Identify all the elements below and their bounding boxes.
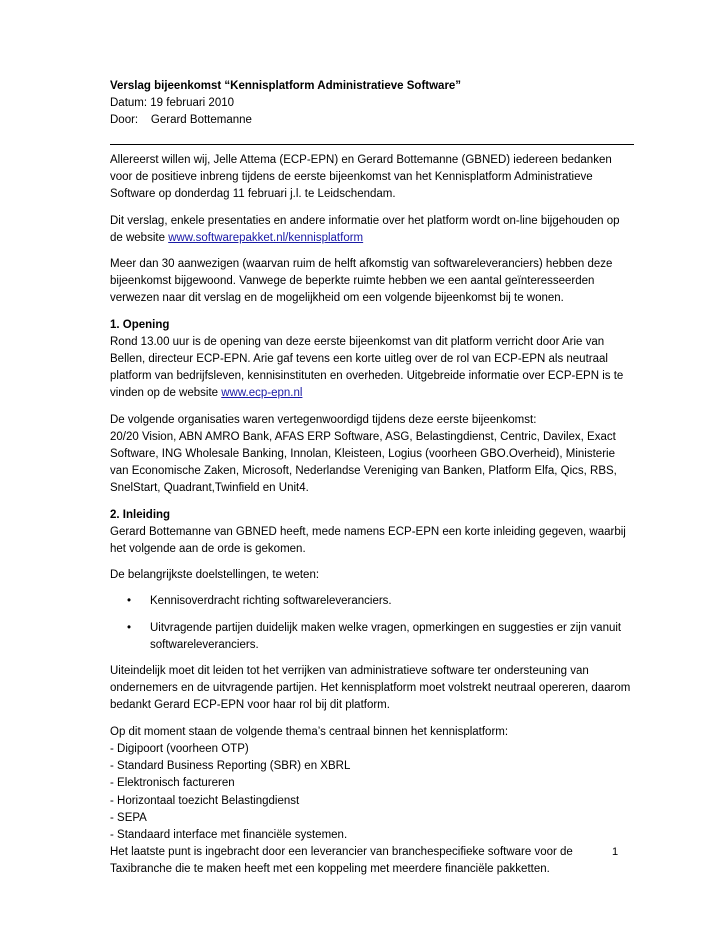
website-paragraph [110, 213, 634, 247]
document-title: Verslag bijeenkomst “Kennisplatform Administratieve Software” [110, 80, 462, 92]
section-inleiding-text: Gerard Bottemanne van GBNED heeft, mede namens ECP-EPN een korte inleiding gegeven, waarbij het volgende aan de orde is gekomen. [110, 525, 626, 556]
author-name: Gerard Bottemanne [150, 114, 252, 127]
header-divider [110, 144, 634, 145]
theme-item: - Elektronisch factureren [110, 777, 235, 790]
website-text: Dit verslag, enkele presentaties en andere informatie over het platform wordt on-line bijgehouden op de website [110, 214, 620, 244]
section-inleiding [110, 507, 634, 559]
conclusion-paragraph: Uiteindelijk moet dit leiden tot het verrijken van administratieve software ter ondersteuning van ondernemers en de uitvragende partijen. Het kennisplatform moet volstrekt neutraal opereren, daarom bedankt Gerard ECP-EPN voor haar rol bij dit platform. [110, 665, 631, 712]
document-date: Datum: 19 februari 2010 [110, 97, 235, 110]
section-opening-heading: 1. Opening [110, 318, 170, 331]
section-opening-text: Rond 13.00 uur is de opening van deze eerste bijeenkomst van dit platform verricht door Arie van Bellen, directeur ECP-EPN. Arie gaf tevens een korte uitleg over de rol van ECP-EPN als neutraal platform van bedrijfsleven, kennisinstituten en overheden. Uitgebreide informatie over ECP-EPN is te vinden op de website [110, 335, 624, 400]
theme-item: - Standard Business Reporting (SBR) en XBRL [110, 760, 351, 773]
theme-item: - SEPA [110, 811, 147, 824]
bullet-icon: • [127, 595, 132, 608]
bullet-icon: • [127, 621, 132, 634]
author-label: Door: [110, 114, 139, 127]
theme-item: - Digipoort (voorheen OTP) [110, 742, 249, 755]
goals-intro: De belangrijkste doelstellingen, te weten: [110, 569, 320, 582]
section-inleiding-heading: 2. Inleiding [110, 508, 171, 521]
intro-paragraph: Allereerst willen wij, Jelle Attema (ECP-EPN) en Gerard Bottemanne (GBNED) iedereen bedanken voor de positieve inbreng tijdens de eerste bijeenkomst van het Kennisplatform Administratieve Software op donderdag 11 februari j.l. te Leidschendam. [110, 154, 612, 201]
themes-intro: Op dit moment staan de volgende thema’s centraal binnen het kennisplatform: [110, 725, 509, 738]
goals-list [110, 593, 634, 654]
organisations-intro: De volgende organisaties waren vertegenwoordigd tijdens deze eerste bijeenkomst: [110, 413, 537, 426]
organisations-paragraph [110, 412, 634, 498]
attendance-paragraph: Meer dan 30 aanwezigen (waarvan ruim de helft afkomstig van softwareleveranciers) hebben deze bijeenkomst bijgewoond. Vanwege de beperkte ruimte hebben we een aantal geïnteresseerden verwezen naar dit verslag en de mogelijkheid om een volgende bijeenkomst bij te wonen. [110, 258, 613, 305]
list-item: • Uitvragende partijen duidelijk maken welke vragen, opmerkingen en suggesties er zijn vanuit softwareleveranciers. [127, 621, 622, 651]
softwarepakket-link[interactable]: www.softwarepakket.nl/kennisplatform [168, 231, 364, 244]
themes-closing: Het laatste punt is ingebracht door een leverancier van branchespecifieke software voor de Taxibranche die te maken heeft met een koppeling met meerdere financiële pakketten. [110, 846, 573, 876]
theme-item: - Standaard interface met financiële systemen. [110, 828, 348, 841]
document-body [110, 152, 634, 888]
section-opening [110, 317, 634, 403]
organisations-list: 20/20 Vision, ABN AMRO Bank, AFAS ERP Software, ASG, Belastingdienst, Centric, Davilex, Exact Software, ING Wholesale Banking, Innolan, Kleisteen, Logius (voorheen GBO.Overheid), Ministerie van Economische Zaken, Microsoft, Nederlandse Vereniging van Banken, Platform Elfa, Qics, RBS, SnelStart, Quadrant,Twinfield en Unit4. [110, 430, 617, 495]
themes-paragraph [110, 724, 634, 879]
document-header [110, 78, 630, 130]
theme-item: - Horizontaal toezicht Belastingdienst [110, 794, 300, 807]
ecp-epn-link[interactable]: www.ecp-epn.nl [221, 387, 303, 400]
page-number: 1 [612, 846, 619, 858]
list-item: • Kennisoverdracht richting softwareleveranciers. [110, 593, 634, 610]
document-author-line [110, 112, 630, 129]
